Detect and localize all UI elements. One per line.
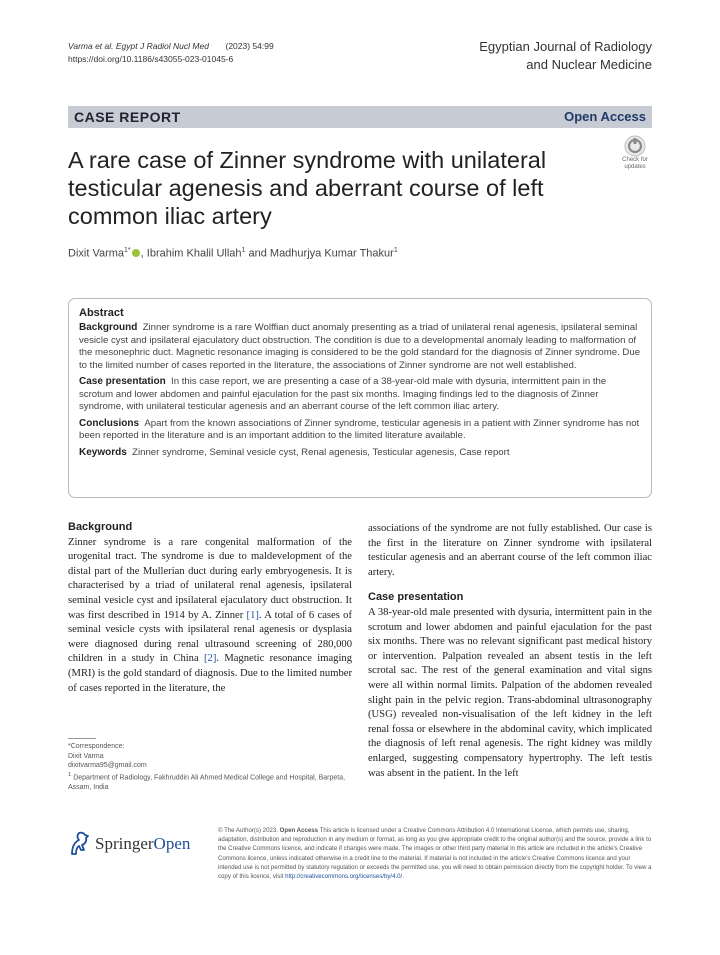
article-title: A rare case of Zinner syndrome with unilateral testicular agenesis and aberrant course of left common iliac artery: [68, 147, 547, 229]
correspondence-name: Dixit Varma: [68, 752, 104, 760]
abstract-heading: Abstract: [79, 307, 124, 319]
background-text-3: . Magnetic resonance imaging (MRI) is the gold standard of diagnosis. Due to the limited number of cases reported in the literature, the: [68, 653, 353, 694]
body-left-column: [68, 520, 352, 696]
case-presentation-paragraph: A 38-year-old male presented with dysuria, intermittent pain in the scrotum and lower abdomen and painful ejaculation for the past six months. There was no relevant significant past medical history or intervention. Palpation revealed an absent testis in the left scrotal sac. The rest of the general examination and vital signs were all within normal limits. Palpation of the abdomen revealed slight pain in the pelvic region. Trans-abdominal ultrasonography (USG) revealed non-visualisation of the left kidney in the left renal fossa or elsewhere in the abdominal cavity, which implicated the diagnosis of left renal agenesis. The right kidney was mildly enlarged, suggesting compensatory hypertrophy. The left testis was absent in the patient. In the left: [368, 606, 652, 779]
author-sup: 1*: [124, 247, 131, 254]
affiliation-text: Department of Radiology, Fakhruddin Ali Ahmed Medical College and Hospital, Barpeta, Assam, India: [68, 774, 346, 791]
abstract-case-text: In this case report, we are presenting a case of a 38-year-old male with dysuria, intermittent pain in the scrotum and lower abdomen and painful ejaculation for the past six months. Imaging findings led to the diagnosis of Zinner syndrome, with unilateral testicular agenesis and an aberrant course of the left common iliac artery.: [79, 376, 607, 412]
case-presentation-heading: Case presentation: [368, 591, 464, 604]
reference-link[interactable]: [2]: [204, 653, 217, 665]
open-access-label: Open Access: [564, 109, 646, 124]
abstract-case-label: Case presentation: [79, 376, 166, 387]
abstract-conclusions: [79, 418, 641, 443]
author-sup: 1: [393, 247, 398, 254]
springer-wordmark: Springer: [95, 834, 154, 853]
license-text: [218, 826, 654, 881]
license-part-2: This article is licensed under a Creative Commons Attribution 4.0 International License, which permits use, sharing, adaptation, distribution and reproduction in any medium or format, as long as you give appropriate credit to the original author(s) and the source, provide a link to the Creative Commons licence, and indicate if changes were made. The images or other third party material in this article are included in the article's Creative Commons licence, unless indicated otherwise in a credit line to the material. If material is not included in the article's Creative Commons licence and your intended use is not permitted by statutory regulation or exceeds the permitted use, you will need to obtain permission directly from the copyright holder. To view a copy of this licence, visit: [218, 827, 652, 881]
affiliation: [68, 771, 348, 793]
license-link[interactable]: http://creativecommons.org/licenses/by/4.0/: [285, 873, 403, 881]
correspondence-block: [68, 742, 348, 792]
journal-name: [432, 38, 652, 74]
body-right-column: [368, 522, 652, 781]
background-text-1: Zinner syndrome is a rare congenital malformation of the urogenital tract. The syndrome is due to maldevelopment of the distal part of the Mullerian duct during early embryogenesis. It is characterised by a triad of unilateral renal agenesis, ipsilateral seminal vesicle cyst and ipsilateral ejaculatory duct obstruction. It was first described in 1914 by A. Zinner: [68, 536, 352, 621]
background-continued: associations of the syndrome are not fully established. Our case is the first in the literature on Zinner syndrome with ipsilateral testicular agenesis and an aberrant course of the left common iliac artery.: [368, 523, 652, 578]
abstract-keywords: [79, 447, 641, 460]
correspondence-email[interactable]: dixitvarma95@gmail.com: [68, 762, 147, 770]
license-end: .: [402, 873, 404, 881]
article-citation: Varma et al. Egypt J Radiol Nucl Med: [68, 41, 209, 51]
orcid-icon[interactable]: [132, 249, 140, 257]
license-part-1: © The Author(s) 2023.: [218, 827, 280, 834]
check-label-2: updates: [624, 164, 646, 170]
journal-name-line2: and Nuclear Medicine: [526, 57, 652, 72]
affiliation-sup: 1: [68, 771, 72, 778]
year-volume: (2023) 54:99: [225, 41, 274, 51]
author-name[interactable]: and Madhurjya Kumar Thakur: [245, 247, 394, 260]
journal-name-line1: Egyptian Journal of Radiology: [479, 39, 652, 54]
abstract-background-label: Background: [79, 322, 138, 333]
footnote-rule: [68, 738, 96, 739]
springer-horse-icon: [68, 830, 92, 856]
author-name[interactable]: , Ibrahim Khalil Ullah: [140, 247, 242, 260]
license-open-access: Open Access: [279, 827, 319, 834]
doi-link[interactable]: https://doi.org/10.1186/s43055-023-01045-6: [68, 54, 234, 64]
abstract-case: [79, 376, 641, 414]
author-sup: 1: [241, 247, 246, 254]
check-label-1: Check for: [622, 157, 648, 163]
background-heading: Background: [68, 521, 133, 533]
springer-open-logo[interactable]: [68, 830, 208, 858]
keywords-label: Keywords: [79, 446, 127, 458]
correspondence-label: *Correspondence:: [68, 743, 125, 750]
article-type-band: [68, 106, 652, 128]
background-text-2: . A total of 6 cases of seminal vesicle cysts with ipsilateral renal agenesis or dysplasia were diagnosed during renal ultrasound screening of 280,000 children in a study in China: [68, 609, 352, 665]
running-header: [68, 40, 274, 66]
reference-link[interactable]: [1]: [246, 609, 259, 621]
open-wordmark: Open: [153, 834, 191, 853]
abstract-conclusions-text: Apart from the known associations of Zinner syndrome, testicular agenesis in a patient with Zinner syndrome has not been reported in the literature and is an important addition to the limited literature available.: [79, 417, 640, 441]
keywords-text: Zinner syndrome, Seminal vesicle cyst, Renal agenesis, Testicular agenesis, Case report: [132, 446, 510, 458]
abstract-background: [79, 322, 641, 372]
abstract-box: [68, 298, 652, 498]
abstract-background-text: Zinner syndrome is a rare Wolffian duct anomaly presenting as a triad of unilateral renal agenesis, ipsilateral seminal vesicle cyst and ipsilateral ejaculatory duct obstruction. The condition is due to a developmental anomaly leading to malformation of the mesonephric duct. Magnetic resonance imaging is considered to be the gold standard for the diagnosis of Zinner syndrome. Due to the limited number of cases reported in the literature, the associations of Zinner syndrome are not well established.: [79, 322, 641, 371]
abstract-conclusions-label: Conclusions: [79, 417, 140, 429]
background-paragraph: [68, 536, 352, 697]
author-name[interactable]: Dixit Varma: [68, 247, 125, 260]
article-type: CASE REPORT: [74, 109, 181, 125]
author-list: [68, 247, 648, 260]
